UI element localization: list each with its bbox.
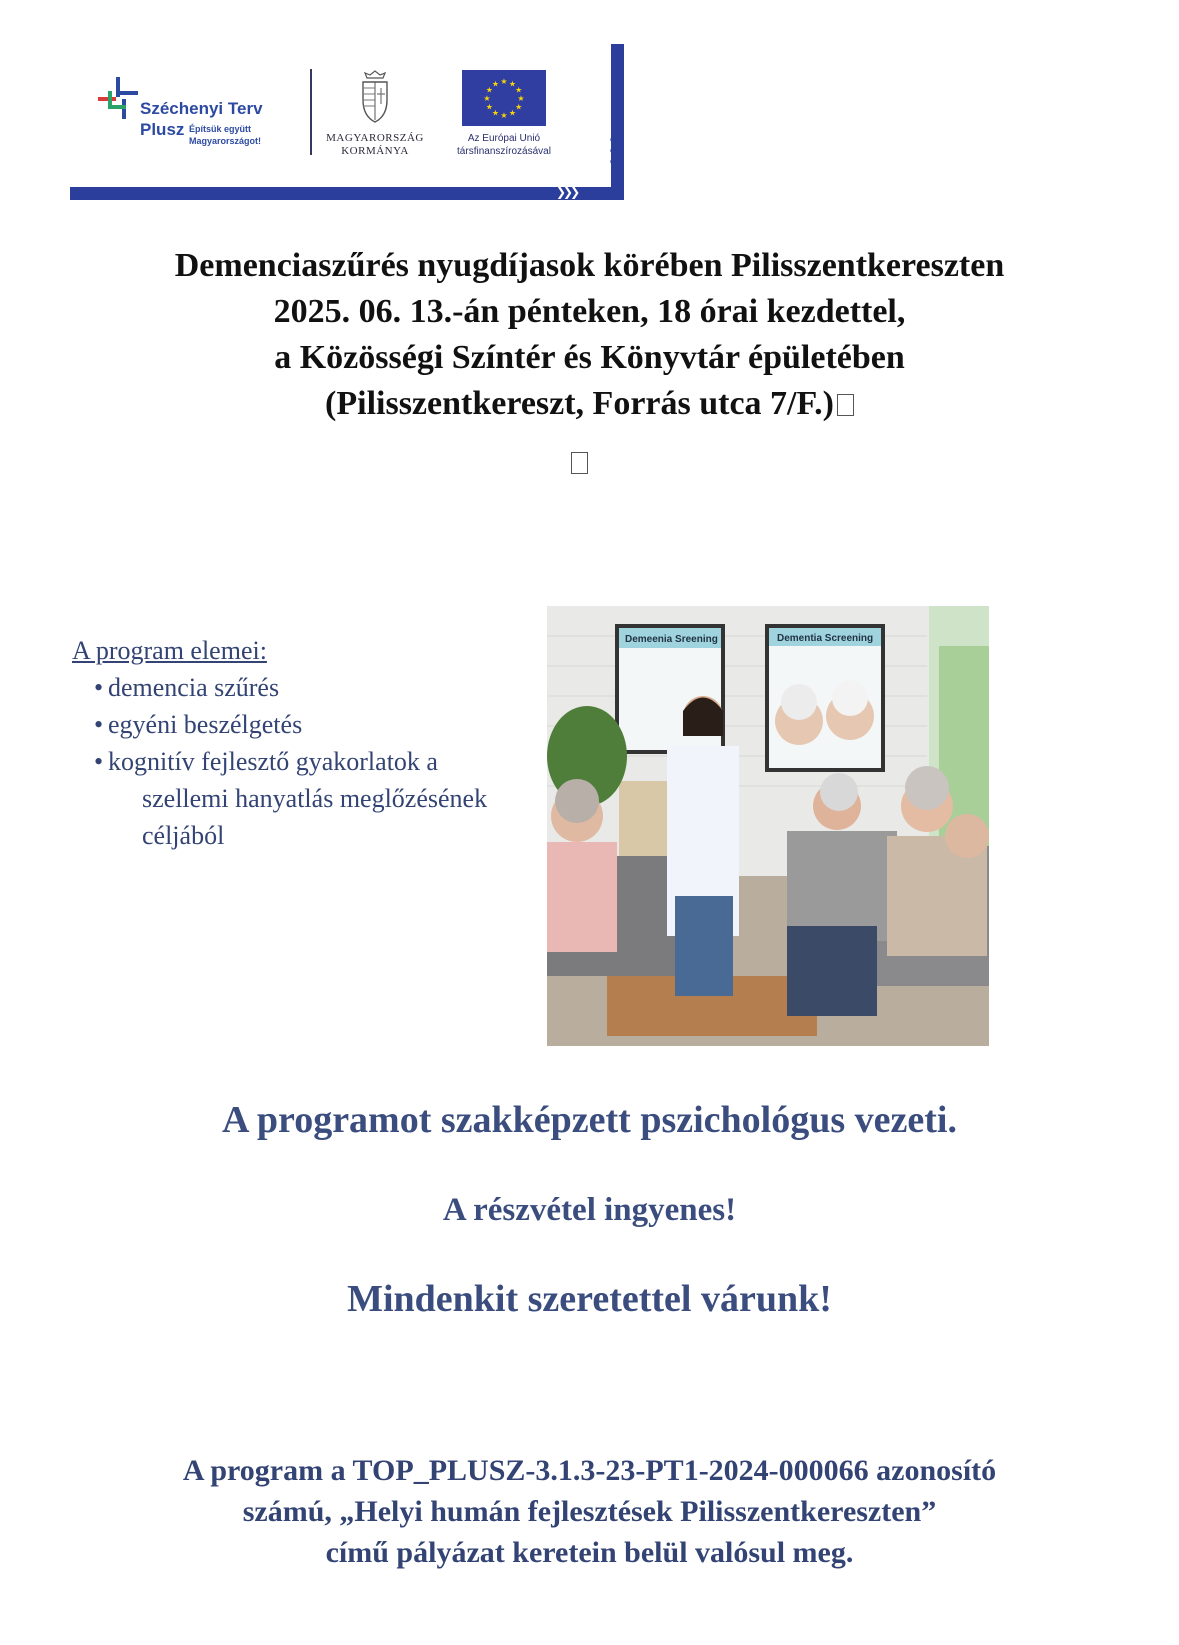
chevrons-horizontal-icon: ❯❯❯: [556, 185, 578, 199]
welcome-message: Mindenkit szeretettel várunk!: [347, 1278, 832, 1320]
banner-divider: [310, 69, 312, 155]
bullet-icon: •: [94, 673, 104, 702]
eu-star-icon: ★: [517, 94, 525, 103]
footer-line-2: számú, „Helyi humán fejlesztések Pilisszentkereszten”: [242, 1495, 937, 1528]
list-item: • kognitív fejlesztő gyakorlatok a: [72, 743, 487, 780]
szechenyi-plus: Plusz: [140, 120, 185, 139]
eu-star-icon: ★: [500, 77, 508, 86]
eu-star-icon: ★: [515, 85, 523, 95]
eu-cofinancing-label: Az Európai Unió társfinanszírozásával: [457, 133, 551, 157]
program-elements: [72, 632, 487, 854]
szechenyi-logo-icon: [96, 77, 140, 121]
eu-star-icon: ★: [485, 85, 493, 95]
list-item-continuation: céljából: [142, 821, 225, 850]
list-item: • demencia szűrés: [72, 669, 487, 706]
event-headline: [60, 243, 1119, 427]
government-label: MAGYARORSZÁG KORMÁNYA: [326, 132, 424, 157]
eu-star-icon: ★: [515, 102, 523, 112]
bullet-icon: •: [94, 710, 104, 739]
headline-line-1: Demenciaszűrés nyugdíjasok körében Pilisszentkereszten: [174, 247, 1005, 284]
headline-line-4: (Pilisszentkereszt, Forrás utca 7/F.): [325, 385, 834, 422]
eu-star-icon: ★: [491, 108, 500, 118]
footer-line-3: című pályázat keretein belül valósul meg.: [325, 1536, 854, 1569]
banner-right-bar: [611, 44, 624, 200]
missing-glyph-box: [571, 452, 588, 474]
dementia-screening-illustration: [547, 606, 989, 1046]
program-elements-title: A program elemei:: [72, 636, 267, 665]
list-item-continuation: szellemi hanyatlás meglőzésének: [142, 784, 488, 813]
free-participation: A részvétel ingyenes!: [442, 1192, 737, 1228]
list-item: • egyéni beszélgetés: [72, 706, 487, 743]
eu-star-icon: ★: [508, 108, 517, 118]
headline-line-3: a Közösségi Színtér és Könyvtár épületében: [274, 339, 905, 376]
szechenyi-title: Széchenyi Terv: [140, 99, 263, 118]
funding-footer: [60, 1450, 1119, 1573]
poster-1-title: Demeenia Sreening: [625, 634, 718, 645]
eu-star-icon: ★: [485, 102, 493, 112]
bullet-icon: •: [94, 747, 104, 776]
eu-flag-icon: [462, 70, 546, 126]
eu-star-icon: ★: [508, 79, 517, 89]
footer-line-1: A program a TOP_PLUSZ-3.1.3-23-PT1-2024-000066 azonosító: [182, 1454, 997, 1487]
funding-banner: [70, 44, 624, 200]
hungarian-coat-of-arms-icon: [358, 70, 392, 124]
eu-star-icon: ★: [500, 111, 508, 120]
banner-bottom-bar: [70, 187, 624, 200]
program-elements-list: [72, 669, 487, 780]
lead-message: A programot szakképzett pszichológus vezeti.: [222, 1099, 957, 1141]
eu-star-icon: ★: [491, 79, 500, 89]
poster-2-title: Dementia Screening: [777, 633, 874, 644]
headline-line-2: 2025. 06. 13.-án pénteken, 18 órai kezdettel,: [273, 293, 906, 330]
szechenyi-tagline: Építsük együtt Magyarországot!: [189, 124, 262, 146]
chevrons-vertical-icon: ❯ ❯ ❯: [609, 136, 625, 169]
eu-star-icon: ★: [483, 94, 491, 103]
missing-glyph-box: [837, 394, 854, 416]
